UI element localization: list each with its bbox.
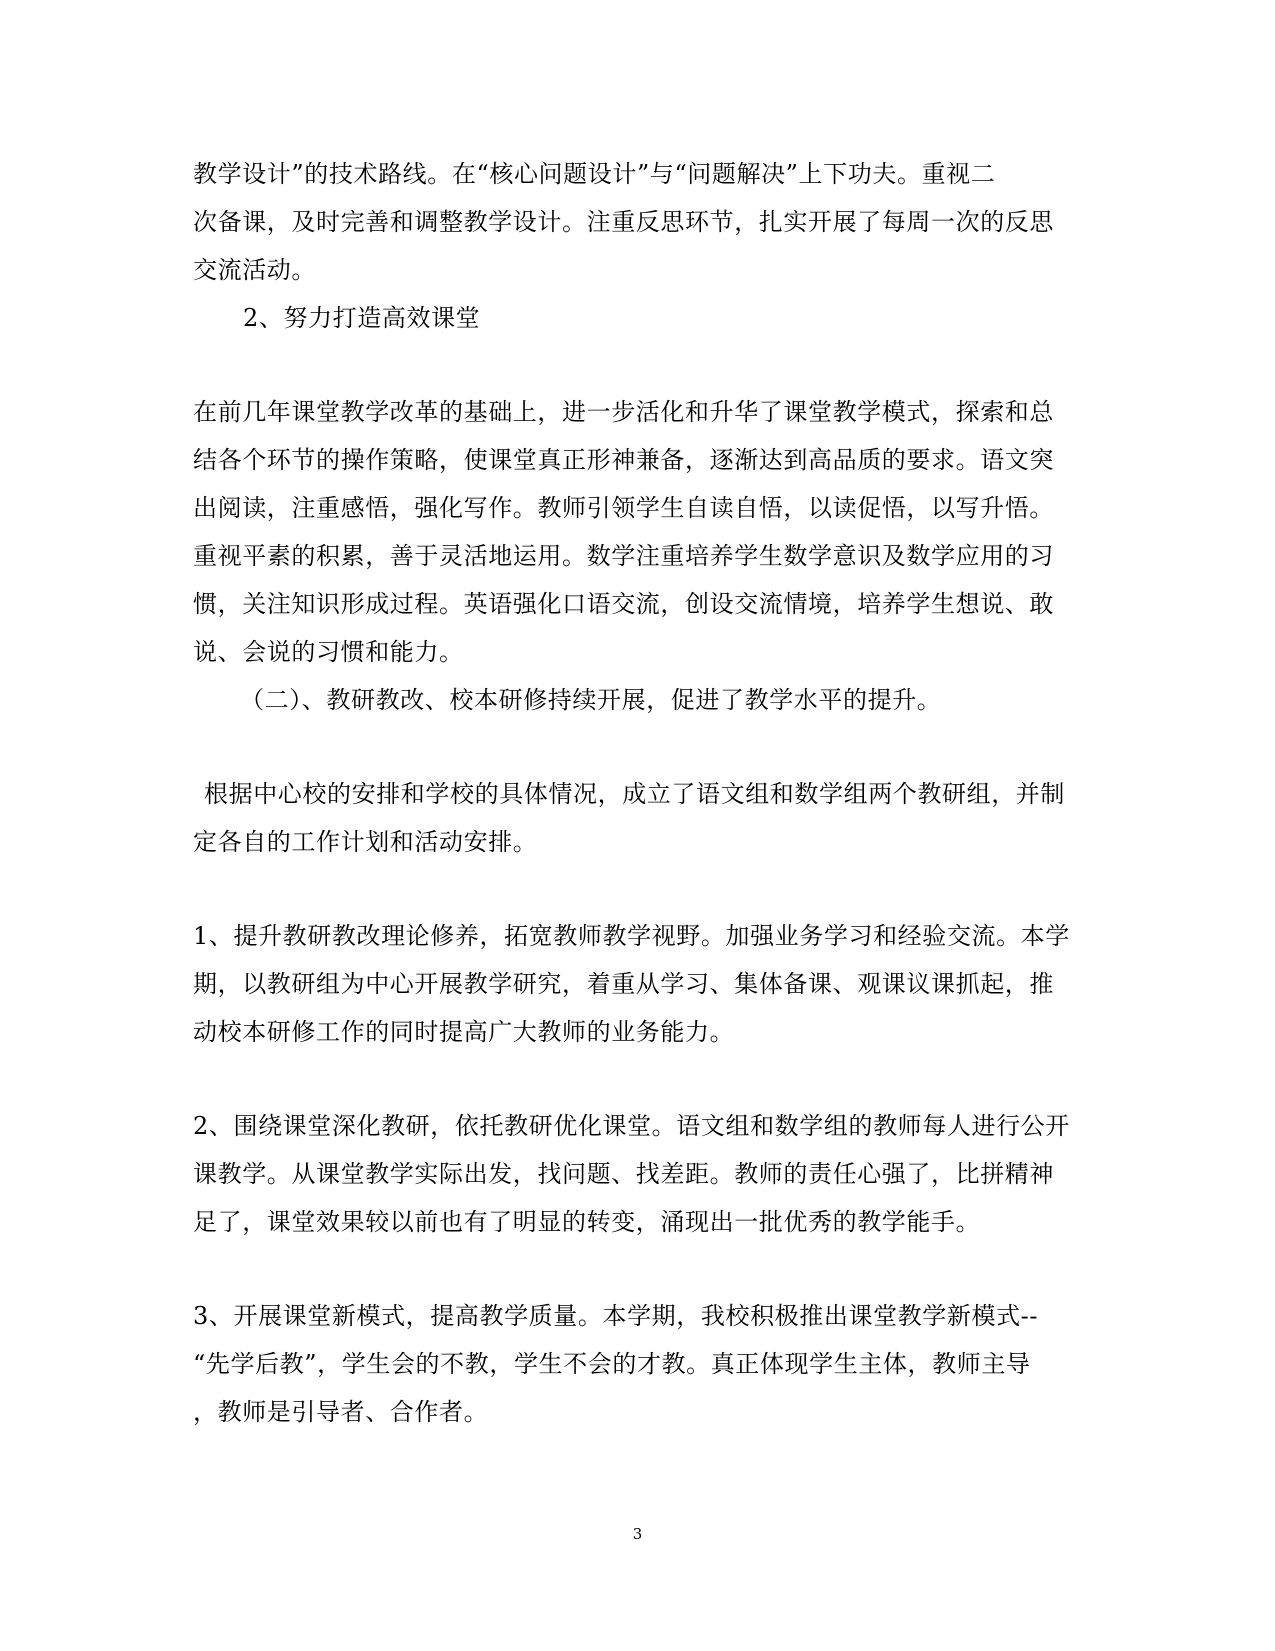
text-line: 期，以教研组为中心开展教学研究，着重从学习、集体备课、观课议课抓起，推 — [193, 970, 1054, 998]
text-line: 2、围绕课堂深化教研，依托教研优化课堂。语文组和数学组的教师每人进行公开 — [193, 1112, 1070, 1140]
text-line: 出阅读，注重感悟，强化写作。教师引领学生自读自悟，以读促悟，以写升悟。 — [193, 494, 1054, 522]
section-heading: （二）、教研教改、校本研修持续开展，促进了教学水平的提升。 — [240, 686, 942, 714]
text-line: 定各自的工作计划和活动安排。 — [193, 828, 538, 856]
text-line: 动校本研修工作的同时提高广大教师的业务能力。 — [193, 1018, 735, 1046]
text-line: 结各个环节的操作策略，使课堂真正形神兼备，逐渐达到高品质的要求。语文突 — [193, 446, 1054, 474]
text-line: “先学后教”，学生会的不教，学生不会的才教。真正体现学生主体，教师主导 — [193, 1350, 1031, 1378]
text-line: 课教学。从课堂教学实际出发，找问题、找差距。教师的责任心强了，比拼精神 — [193, 1160, 1054, 1188]
text-line: 惯，关注知识形成过程。英语强化口语交流，创设交流情境，培养学生想说、敢 — [193, 590, 1054, 618]
text-line: 交流活动。 — [193, 256, 316, 284]
page-number: 3 — [632, 1525, 643, 1543]
text-line: 3、开展课堂新模式，提高教学质量。本学期，我校积极推出课堂教学新模式-- — [193, 1302, 1039, 1330]
section-heading: 2、努力打造高效课堂 — [243, 304, 481, 332]
text-line: 根据中心校的安排和学校的具体情况，成立了语文组和数学组两个教研组，并制 — [204, 780, 1065, 808]
text-line: 1、提升教研教改理论修养，拓宽教师教学视野。加强业务学习和经验交流。本学 — [193, 922, 1070, 950]
text-line: 说、会说的习惯和能力。 — [193, 638, 464, 666]
text-line: 次备课，及时完善和调整教学设计。注重反思环节，扎实开展了每周一次的反思 — [193, 208, 1054, 236]
text-line: 在前几年课堂教学改革的基础上，进一步活化和升华了课堂教学模式，探索和总 — [193, 398, 1054, 426]
text-line: 教学设计”的技术路线。在“核心问题设计”与“问题解决”上下功夫。重视二 — [193, 160, 996, 188]
text-line: 足了，课堂效果较以前也有了明显的转变，涌现出一批优秀的教学能手。 — [193, 1208, 981, 1236]
text-line: ，教师是引导者、合作者。 — [193, 1398, 489, 1426]
text-line: 重视平素的积累，善于灵活地运用。数学注重培养学生数学意识及数学应用的习 — [193, 542, 1054, 570]
